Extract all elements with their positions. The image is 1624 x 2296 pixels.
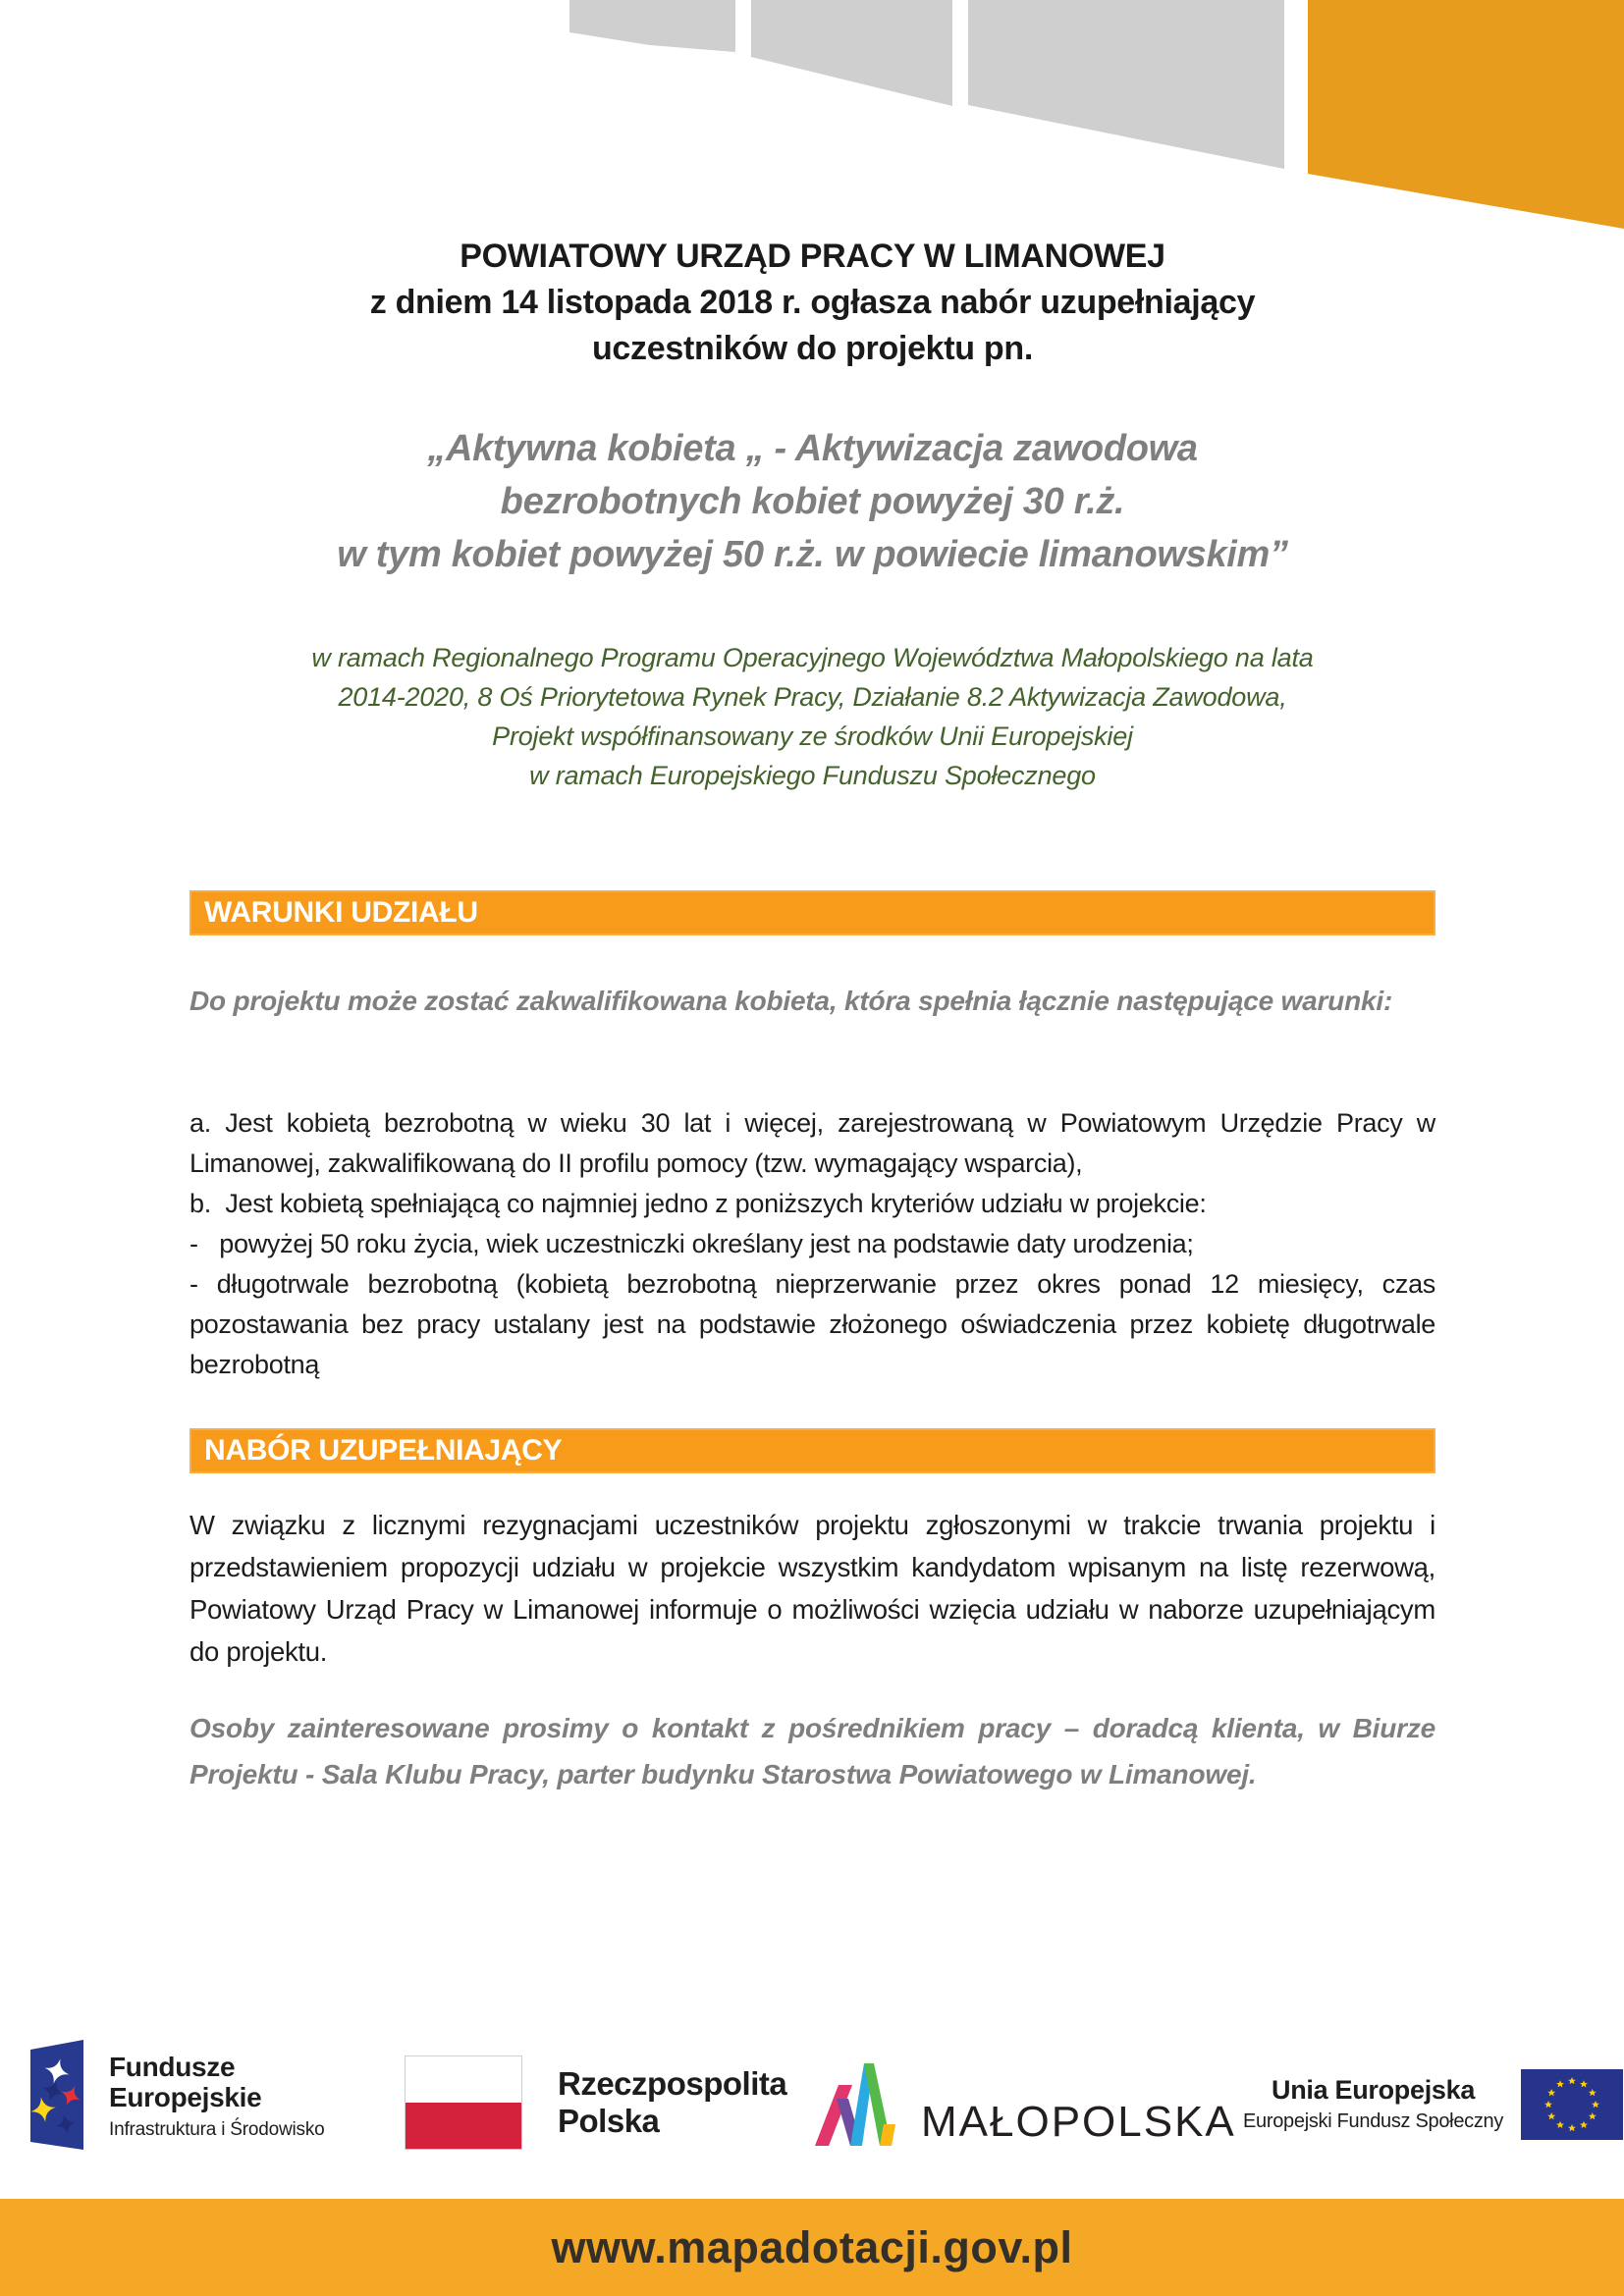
project-title-line-1: „Aktywna kobieta „ - Aktywizacja zawodowa <box>427 428 1198 469</box>
title-line-2: z dniem 14 listopada 2018 r. ogłasza nabór uzupełniający <box>369 284 1256 321</box>
warunki-criteria-list <box>189 1103 1443 1385</box>
deco-ribbon-gray-3-icon <box>968 0 1284 169</box>
rzeczpospolita-wordmark <box>558 2065 786 2140</box>
warunki-intro-paragraph: Do projektu może zostać zakwalifikowana kobieta, która spełnia łącznie następujące warunki: <box>189 986 1393 1016</box>
contact-paragraph: Osoby zainteresowane prosimy o kontakt z pośrednikiem pracy – doradcą klienta, w Biurze Projektu - Sala Klubu Pracy, parter budynku Starostwa Powiatowego w Limanowej. <box>189 1713 1435 1789</box>
pl-title-line-1: Rzeczpospolita <box>558 2065 787 2102</box>
project-title-line-2: bezrobotnych kobiet powyżej 30 r.ż. <box>500 481 1125 522</box>
logo-malopolska <box>815 2059 1236 2146</box>
header-decoration <box>0 0 1624 236</box>
logo-fundusze-europejskie <box>30 2040 325 2153</box>
unia-europejska-wordmark <box>1243 2076 1503 2133</box>
fundusze-europejskie-wordmark <box>109 2052 325 2141</box>
malopolska-wordmark: MAŁOPOLSKA <box>921 2098 1236 2146</box>
programme-line-4: w ramach Europejskiego Funduszu Społecznego <box>529 761 1096 790</box>
logo-rzeczpospolita-polska <box>405 2056 786 2150</box>
fe-title-line-1: Fundusze <box>109 2052 236 2082</box>
project-title-line-3: w tym kobiet powyżej 50 r.ż. w powiecie limanowskim” <box>337 534 1288 575</box>
section-header-nabor-uzupelniajacy: NABÓR UZUPEŁNIAJĄCY <box>189 1428 1435 1473</box>
document-title <box>189 234 1435 372</box>
programme-description <box>189 638 1435 795</box>
section-header-warunki-udzialu: WARUNKI UDZIAŁU <box>189 890 1435 935</box>
fe-subtitle: Infrastruktura i Środowisko <box>109 2119 325 2140</box>
title-line-1: POWIATOWY URZĄD PRACY W LIMANOWEJ <box>460 238 1165 275</box>
programme-line-1: w ramach Regionalnego Programu Operacyjnego Województwa Małopolskiego na lata <box>311 643 1314 672</box>
poland-flag-icon <box>405 2056 522 2150</box>
criterion-bullet-2: - długotrwale bezrobotną (kobietą bezrobotną nieprzerwanie przez okres ponad 12 miesięcy, czas pozostawania bez pracy ustalany jest na podstawie złożonego oświadczenia przez kobietę długotrwale bezrobotną <box>189 1269 1443 1379</box>
pl-title-line-2: Polska <box>558 2103 660 2139</box>
project-title <box>189 422 1435 581</box>
fe-title-line-2: Europejskie <box>109 2082 262 2112</box>
criterion-a: a. Jest kobietą bezrobotną w wieku 30 lat i więcej, zarejestrowaną w Powiatowym Urzędzie Pracy w Limanowej, zakwalifikowaną do II profilu pomocy (tzw. wymagający wsparcia), <box>189 1108 1443 1178</box>
footer-bar <box>0 2199 1624 2296</box>
eu-subtitle: Europejski Fundusz Społeczny <box>1243 2110 1504 2132</box>
nabor-paragraph-text: W związku z licznymi rezygnacjami uczestników projektu zgłoszonymi w trakcie trwania projektu i przedstawieniem propozycji udziału w projekcie wszystkim kandydatom wpisanym na listę rezerwową, Powiatowy Urząd Pracy w Limanowej informuje o możliwości wzięcia udziału w naborze uzupełniającym do projektu. <box>189 1510 1443 1667</box>
fundusze-europejskie-flag-icon <box>30 2040 83 2153</box>
deco-ribbon-orange-icon <box>1308 0 1624 229</box>
programme-line-2: 2014-2020, 8 Oś Priorytetowa Rynek Pracy, Działanie 8.2 Aktywizacja Zawodowa, <box>338 682 1287 712</box>
title-line-3: uczestników do projektu pn. <box>591 330 1034 367</box>
nabor-body-paragraph <box>189 1504 1443 1673</box>
logo-unia-europejska <box>1243 2069 1623 2140</box>
deco-ribbon-gray-1-icon <box>569 0 735 52</box>
malopolska-m-icon <box>815 2059 901 2146</box>
deco-ribbon-gray-2-icon <box>751 0 952 106</box>
footer-website-text: www.mapadotacji.gov.pl <box>551 2221 1073 2272</box>
programme-line-3: Projekt współfinansowany ze środków Unii Europejskiej <box>492 721 1133 751</box>
eu-title: Unia Europejska <box>1272 2075 1476 2105</box>
eu-flag-icon <box>1521 2069 1623 2140</box>
criterion-bullet-1: - powyżej 50 roku życia, wiek uczestniczki określany jest na podstawie daty urodzenia; <box>189 1229 1194 1258</box>
criterion-b: b. Jest kobietą spełniającą co najmniej jedno z poniższych kryteriów udziału w projekcie: <box>189 1189 1207 1218</box>
